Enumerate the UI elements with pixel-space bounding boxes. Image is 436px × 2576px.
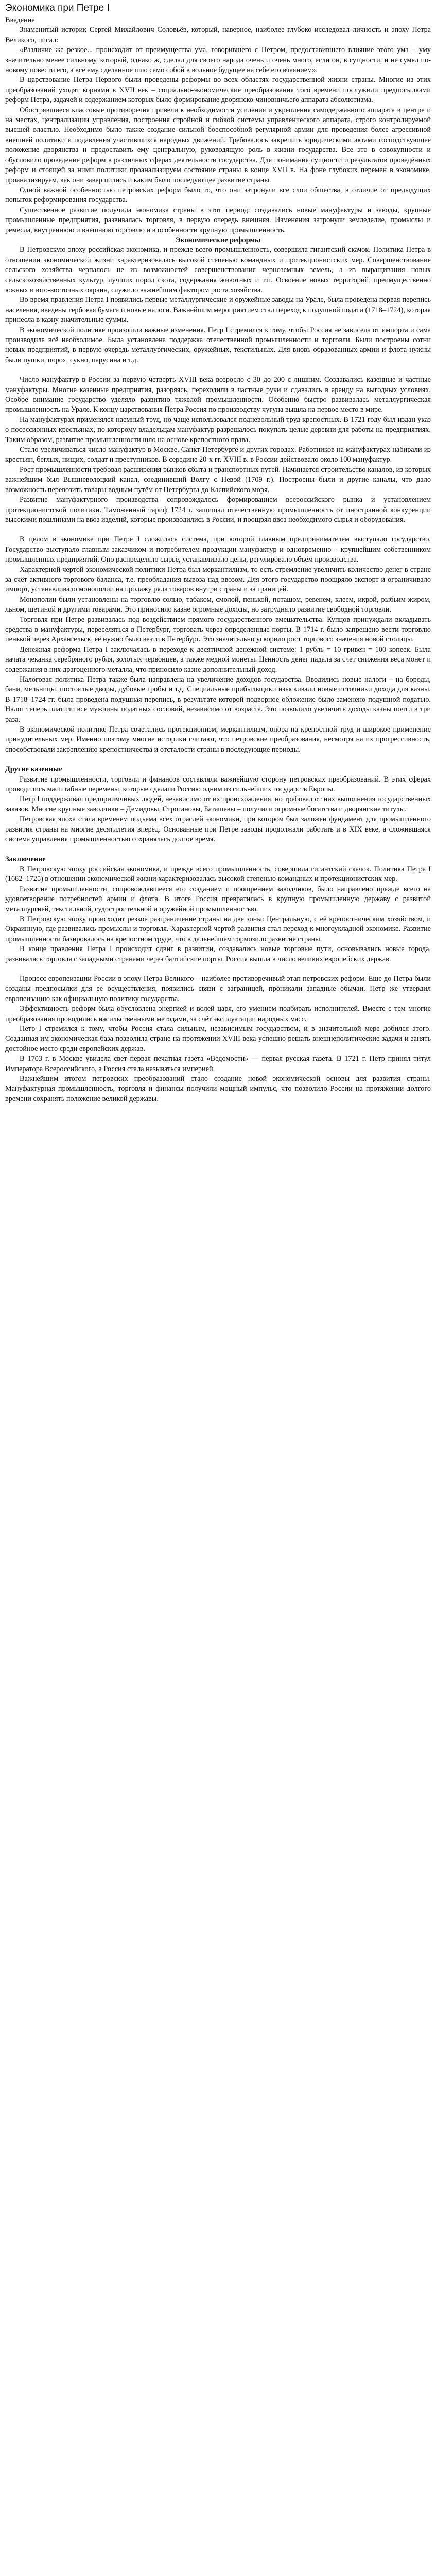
paragraph: В 1703 г. в Москве увидела свет первая печатная газета «Ведомости» — первая русская газета. В 1721 г. Петр принял титул Императора Всероссийского, а Россия стала называться империей. <box>5 1055 431 1073</box>
conclusion-heading: Заключение <box>5 855 46 863</box>
paragraph: Во время правления Петра I появились первые металлургические и оружейные заводы на Урале, была проведена первая перепись населения, введены гербовая бумага и новые налоги. Важнейшим мероприятием стал переход к подушной подати (1718–1724), которая принесла в казну значительные суммы. <box>5 296 431 325</box>
paragraph: В экономической политике произошли важные изменения. Петр I стремился к тому, чтобы Россия не зависела от импорта и сама производила всё необходимое. Была установлена поддержка отечественной промышленности и торговли. Были построены сотни новых предприятий, в первую очередь металлургических, оружейных, текстильных. Для вновь образованных армии и флота нужны были пушки, порох, сукно, парусина и т.д. <box>5 326 431 364</box>
paragraph: Торговля при Петре развивалась под воздействием прямого государственного вмешательства. Купцов принуждали вкладывать средства в мануфактуры, переселяться в Петербург, торговать через определенные порты. В 1714 г. было запрещено вести торговлю пенькой через Архангельск, её нужно было везти в Петербург. Это значительно ускорило рост торгового значения новой столицы. <box>5 615 431 644</box>
paragraph: Процесс европеизации России в эпоху Петра Великого – наиболее противоречивый этап петровских реформ. Еще до Петра были созданы предпосылки для ее осуществления, появились связи с заграницей, проникали западные обычаи. Петр же утвердил европеизацию как официальную политику государства. <box>5 974 431 1003</box>
paragraph: Развитие мануфактурного производства сопровождалось формированием всероссийского рынка и установлением протекционистской политики. Таможенный тариф 1724 г. защищал отечественную промышленность от иностранной конкуренции высокими пошлинами на ввоз изделий, которые производились в России, и поощрял ввоз необходимого сырья и оборудования. <box>5 496 431 524</box>
paragraph: В Петровскую эпоху российская экономика, и прежде всего промышленность, совершила гигантский скачок. Политика Петра в отношении экономической жизни характеризовалась высокой степенью командных и протекционистских мер. Совершенствование сельского хозяйства черпалось не из возможностей совершенствования черноземных земель, а из выращивания новых сельскохозяйственных культур, лучших пород скота, содержания животных и т.п. Освоение новых территорий, преимущественно южных и юго-восточных окраин, служило важнейшим фактором роста хозяйства. <box>5 246 431 294</box>
final-section <box>5 974 431 1104</box>
paragraph: Монополии были установлены на торговлю солью, табаком, смолой, пенькой, поташом, ревенем, клеем, икрой, рыбьим жиром, льном, щетиной и другими товарами. Это приносило казне огромные доходы, но затрудняло развитие свободной торговли. <box>5 595 431 614</box>
paragraph: Налоговая политика Петра также была направлена на увеличение доходов государства. Вводились новые налоги – на бороды, бани, мельницы, постоялые дворы, дубовые гробы и т.д. Специальные прибыльщики изыскивали новые источники дохода для казны. В 1718–1724 гг. была проведена подушная перепись, в результате которой подворное обложение было заменено подушной податью. Налог теперь платили все мужчины податных сословий, независимо от возраста. Это позволило увеличить доходы казны почти в три раза. <box>5 675 431 724</box>
paragraph: Знаменитый историк Сергей Михайлович Соловьёв, который, наверное, наиболее глубоко исследовал личность и эпоху Петра Великого, писал: <box>5 26 431 44</box>
paragraph: Число мануфактур в России за первую четверть XVIII века возросло с 30 до 200 с лишним. Создавались казенные и частные мануфактуры. Многие казенные предприятия, разоряясь, переходили в частные руки и сдавались в аренду на выгодных условиях. Особое внимание государство уделяло развитию тяжелой промышленности. Особенно быстро развивалась металлургическая промышленность на Урале. К концу царствования Петра Россия по производству чугуна вышла на первое место в мире. <box>5 376 431 414</box>
document <box>0 0 436 1104</box>
paragraph: Петр I стремился к тому, чтобы Россия стала сильным, независимым государством, и в значительной мере добился этого. Созданная им экономическая база позволила стране на протяжении XVIII века успешно решать внешнеполитические задачи и занять достойное место среди европейских держав. <box>5 1025 431 1053</box>
paragraph: Петровская эпоха стала временем подъема всех отраслей экономики, при котором был заложен фундамент для промышленного развития страны на многие десятилетия вперёд. Основанные при Петре заводы продолжали работать и в XIX веке, а сложившаяся система управления промышленностью сохранялась долгое время. <box>5 815 431 844</box>
paragraph: В Петровскую эпоху российская экономика, и прежде всего промышленность, совершила гигантский скачок. Политика Петра I (1682–1725) в отношении экономической жизни характеризовалась высокой степенью командных и протекционистских мер. <box>5 865 431 884</box>
paragraph: Развитие промышленности, торговли и финансов составляли важнейшую сторону петровских преобразований. В этих сферах проводились масштабные перемены, которые сделали Россию одним из сильнейших государств Европы. <box>5 775 431 794</box>
paragraph: Петр I поддерживал предприимчивых людей, независимо от их происхождения, но требовал от них выполнения государственных заказов. Многие крупные заводчики – Демидовы, Строгановы, Баташевы – получили огромные богатства и дворянские титулы. <box>5 795 431 814</box>
intro-label: Введение <box>5 16 35 24</box>
paragraph: Важнейшим итогом петровских преобразований стало создание новой экономической основы для развития страны. Мануфактурная промышленность, торговля и финансы получили мощный импульс, что позволило России на протяжении долгого времени сохранять положение великой державы. <box>5 1075 431 1103</box>
other-section <box>5 775 431 845</box>
manufactory-section <box>5 375 431 525</box>
economy-section <box>5 245 431 365</box>
paragraph: В экономической политике Петра сочетались протекционизм, меркантилизм, опора на крепостной труд и широкое применение принудительных мер. Именно поэтому многие историки считают, что петровские преобразования, несмотря на их прогрессивность, способствовали закреплению крепостничества и отсталости страны в последующие периоды. <box>5 725 431 754</box>
paragraph: Эффективность реформ была обусловлена энергией и волей царя, его умением подбирать исполнителей. Вместе с тем многие преобразования проводились насильственными методами, за счёт эксплуатации народных масс. <box>5 1005 431 1023</box>
paragraph: На мануфактурах применялся наемный труд, но чаще использовался подневольный труд крепостных. В 1721 году был издан указ о посессионных крестьянах, по которому владельцам мануфактур разрешалось покупать целые деревни для работы на предприятиях. Таким образом, развитие промышленности шло на основе крепостного права. <box>5 415 431 444</box>
paragraph: В конце правления Петра I происходит сдвиг в развитии, создавались новые торговые пути, основывались новые города, развивалась торговля с западными странами через балтийские порты. Россия вышла в число великих европейских держав. <box>5 945 431 963</box>
paragraph: Рост промышленности требовал расширения рынков сбыта и транспортных путей. Начинается строительство каналов, из которых важнейшим был Вышневолоцкий канал, соединивший Волгу с Невой (1709 г.). Построены были и другие каналы, что дало возможность перевозить товары водным путём от Петербурга до Каспийского моря. <box>5 465 431 494</box>
paragraph: В целом в экономике при Петре I сложилась система, при которой главным предпринимателем выступало государство. Государство выступало главным заказчиком и потребителем продукции мануфактур и одновременно – крупнейшим собственником промышленных предприятий. Оно распределяло сырьё, устанавливало цены, регулировало объём производства. <box>5 535 431 564</box>
paragraph: В царствование Петра Первого были проведены реформы во всех областях государственной жизни страны. Многие из этих преобразований уходят корнями в XVII век – социально-экономические преобразования того времени послужили предпосылками реформ Петра, задачей и содержанием которых было формирование дворянско-чиновничьего аппарата абсолютизма. <box>5 76 431 105</box>
other-heading: Другие казенные <box>5 765 62 774</box>
paragraph: Развитие промышленности, сопровождавшееся его созданием и поощрением заводчиков, было направлено прежде всего на удовлетворение потребностей армии и флота. В итоге Россия превратилась в крупную промышленную державу с развитой металлургией, текстильной, судостроительной и оружейной промышленностью. <box>5 885 431 913</box>
intro-section <box>5 25 431 235</box>
paragraph: Обострявшиеся классовые противоречия привели к необходимости усиления и укрепления самодержавного аппарата в центре и на местах, централизации управления, построения стройной и гибкой системы управленческого аппарата, строго контролируемой высшей властью. Необходимо было также создание сильной боеспособной регулярной армии для проведения более агрессивной внешней политики и подавления участившихся народных движений. Требовалось закрепить юридическими актами господствующее положение дворянства и предоставить ему центральную, руководящую роль в жизни государства. Все это в совокупности и обусловило проведение реформ в различных сферах деятельности государства. Для понимания сущности и результатов проведённых реформ и стоящей за ними политики проанализируем состояние страны в конце XVII в. На фоне глубоких перемен в экономике, проанализируем, как они завершились и каким было последующее развитие страны. <box>5 106 431 184</box>
paragraph: «Различие же резкое... происходит от преимущества ума, говорившего с Петром, предоставившего влияние этого ума – уму значительно менее сильному, который, однако ж, сделал для своего народа очень и очень много, если он, в сущности, и не сумел по-новому повести его, а все ему сделанное шло само собой в вольное будущее на себе его вчаянием». <box>5 46 431 75</box>
page-title: Экономика при Петре I <box>5 3 110 13</box>
paragraph: Денежная реформа Петра I заключалась в переходе к десятичной денежной системе: 1 рубль = 10 гривен = 100 копеек. Была начата чеканка серебряного рубля, золотых червонцев, а также медной монеты. Ценность денег падала за счет снижения веса монет и содержания в них драгоценного металла, что приносило казне дополнительный доход. <box>5 645 431 674</box>
paragraph: Одной важной особенностью петровских реформ было то, что они затронули все слои общества, в отличие от предыдущих попыток реформирования государства. <box>5 185 431 205</box>
economy-heading: Экономические реформы <box>175 235 261 244</box>
paragraph: Характерной чертой экономической политики Петра был меркантилизм, то есть стремление увеличить количество денег в стране за счёт активного торгового баланса, т.е. преобладания вывоза над ввозом. Для этого государство поощряло экспорт и ограничивало импорт, устанавливало монополии на продажу ряда товаров внутри страны и за границей. <box>5 565 431 594</box>
paragraph: Существенное развитие получила экономика страны в этот период: создавались новые мануфактуры и заводы, крупные промышленные предприятия, развивалась торговля, в первую очередь внешняя. Изменения затронули земледелие, промыслы и ремесла, внутреннюю и внешнюю торговлю и в особенности крупную промышленность. <box>5 206 431 234</box>
conclusion-section <box>5 865 431 964</box>
paragraph: В Петровскую эпоху происходит резкое разграничение страны на две зоны: Центральную, с её крепостническим хозяйством, и Окраинную, где развивались промыслы и торговля. Характерной чертой развития стал переход к многоукладной экономике. Развитие промышленности базировалось на крепостном труде, что в дальнейшем тормозило развитие страны. <box>5 914 431 943</box>
industry-section <box>5 535 431 755</box>
paragraph: Стало увеличиваться число мануфактур в Москве, Санкт-Петербурге и других городах. Работников на мануфактурах набирали из крестьян, беглых, нищих, солдат и преступников. В середине 20-х гг. XVIII в. в России действовало около 100 мануфактур. <box>5 446 431 464</box>
